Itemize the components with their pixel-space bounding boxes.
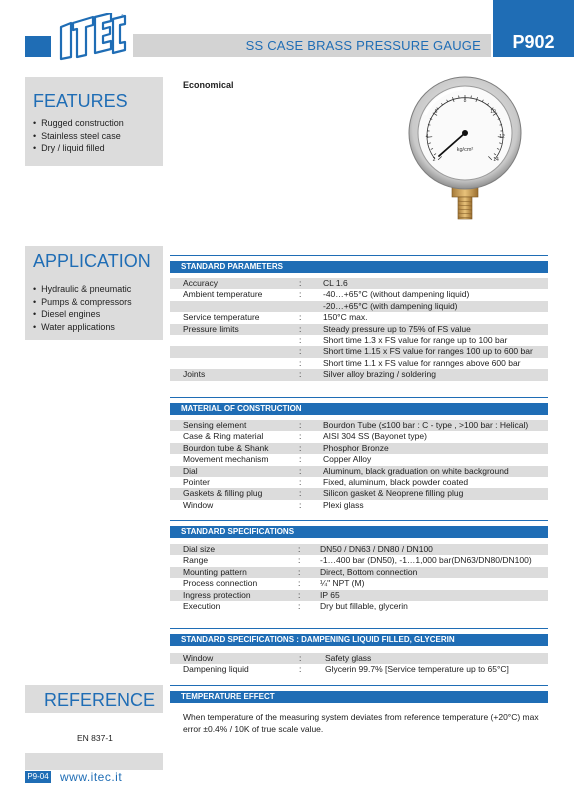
row-label: Process connection: [183, 578, 258, 589]
table-row: [170, 443, 548, 454]
page-title: SS CASE BRASS PRESSURE GAUGE: [245, 38, 481, 53]
row-separator: :: [298, 566, 301, 577]
row-value: Phosphor Bronze: [323, 442, 389, 453]
product-code: P902: [512, 32, 555, 52]
product-code-box: [493, 0, 574, 57]
table-row: [170, 477, 548, 488]
row-label: Execution: [183, 600, 221, 611]
row-separator: :: [298, 589, 301, 600]
row-value: ¼" NPT (M): [320, 578, 365, 589]
table-row: [170, 278, 548, 289]
row-value: AISI 304 SS (Bayonet type): [323, 431, 427, 442]
section-header-temperature: TEMPERATURE EFFECT: [170, 691, 548, 703]
gauge-unit: kg/cm²: [456, 147, 474, 153]
row-value: Aluminum, black graduation on white background: [323, 465, 509, 476]
table-row: [170, 346, 548, 357]
table-row: [170, 488, 548, 499]
material-table: [170, 420, 548, 511]
tagline: Economical: [183, 80, 234, 90]
pressure-gauge-image: [405, 75, 525, 225]
row-value: CL 1.6: [323, 278, 348, 288]
row-value: Plexi glass: [323, 499, 364, 510]
row-label: Pressure limits: [183, 323, 239, 334]
list-item: • Diesel engines: [33, 308, 132, 321]
itec-logo: [57, 13, 127, 63]
gauge-tick-label: 6: [434, 109, 438, 115]
row-value: Short time 1.3 x FS value for range up to 100 bar: [323, 334, 508, 345]
row-label: Dial size: [183, 544, 216, 554]
row-value: -40…+65°C (without dampening liquid): [323, 289, 470, 300]
page-number-badge: P9-04: [25, 771, 51, 783]
features-list: [33, 117, 124, 155]
list-item: • Pumps & compressors: [33, 296, 132, 309]
row-value: Copper Alloy: [323, 454, 372, 465]
row-value: Bourdon Tube (≤100 bar : C - type , >100 bar : Helical): [323, 420, 529, 430]
row-label: Dial: [183, 465, 198, 476]
features-title: FEATURES: [33, 91, 128, 111]
table-row: [170, 653, 548, 664]
table-row: [170, 466, 548, 477]
row-label: Joints: [183, 369, 206, 380]
row-label: Case & Ring material: [183, 431, 264, 442]
section-divider: [170, 397, 548, 398]
row-separator: :: [299, 664, 302, 675]
table-row: [170, 578, 548, 589]
list-item: • Water applications: [33, 321, 132, 334]
row-separator: :: [299, 465, 302, 476]
row-value: -20…+65°C (with dampening liquid): [323, 300, 458, 311]
row-separator: :: [299, 278, 302, 288]
row-value: Silver alloy brazing / soldering: [323, 369, 436, 380]
temperature-effect-text: When temperature of the measuring system deviates from reference temperature (+20°C) max error ±0.4% / 10K of true scale value.: [183, 712, 539, 734]
gauge-tick-label: 14: [493, 157, 499, 163]
row-separator: :: [299, 323, 302, 334]
row-separator: :: [299, 653, 302, 663]
brand-square: [25, 36, 51, 57]
row-value: Direct, Bottom connection: [320, 566, 418, 577]
table-row: [170, 601, 548, 612]
row-label: Dampening liquid: [183, 664, 249, 675]
gauge-tick-label: 12: [499, 134, 505, 140]
table-row: [170, 664, 548, 675]
row-separator: :: [299, 312, 302, 323]
table-row: [170, 289, 548, 300]
website-link[interactable]: www.itec.it: [60, 770, 123, 784]
row-value: Safety glass: [325, 653, 372, 663]
dampening-table: [170, 653, 548, 676]
row-label: Mounting pattern: [183, 566, 247, 577]
section-divider: [170, 520, 548, 521]
sidebar-gap: [25, 340, 163, 685]
section-divider: [170, 685, 548, 686]
row-separator: :: [299, 420, 302, 430]
row-label: Ingress protection: [183, 589, 251, 600]
row-label: Service temperature: [183, 312, 260, 323]
row-separator: :: [299, 431, 302, 442]
row-value: IP 65: [320, 589, 340, 600]
row-value: Fixed, aluminum, black powder coated: [323, 476, 469, 487]
table-row: [170, 335, 548, 346]
svg-text:®: ®: [121, 13, 124, 18]
list-item: • Dry / liquid filled: [33, 142, 124, 155]
list-item: • Stainless steel case: [33, 130, 124, 143]
row-separator: :: [299, 454, 302, 465]
row-label: Ambient temperature: [183, 289, 263, 300]
gauge-tick-label: 8: [463, 98, 467, 104]
row-value: -1…400 bar (DN50), -1…1,000 bar(DN63/DN80/DN100): [320, 555, 532, 566]
table-row: [170, 312, 548, 323]
row-value: 150°C max.: [323, 312, 368, 323]
list-item: • Rugged construction: [33, 117, 124, 130]
reference-value: EN 837-1: [77, 733, 113, 743]
sidebar-gap: [25, 166, 163, 246]
row-separator: :: [299, 488, 302, 499]
reference-title: REFERENCE: [44, 690, 156, 710]
row-separator: :: [298, 544, 301, 554]
section-header-dampening: STANDARD SPECIFICATIONS : DAMPENING LIQUID FILLED, GLYCERIN: [170, 634, 548, 646]
row-separator: :: [298, 600, 301, 611]
row-separator: :: [299, 369, 302, 380]
row-separator: :: [299, 476, 302, 487]
row-separator: :: [299, 289, 302, 300]
table-row: [170, 454, 548, 465]
row-value: DN50 / DN63 / DN80 / DN100: [320, 544, 433, 554]
section-header-standard-parameters: STANDARD PARAMETERS: [170, 261, 548, 273]
row-label: Movement mechanism: [183, 454, 269, 465]
row-value: Short time 1.1 x FS value for rannges above 600 bar: [323, 357, 521, 368]
table-row: [170, 358, 548, 369]
table-row: [170, 567, 548, 578]
row-label: Window: [183, 653, 214, 663]
table-row: [170, 590, 548, 601]
row-label: Gaskets & filling plug: [183, 488, 263, 499]
row-label: Sensing element: [183, 420, 247, 430]
row-separator: :: [299, 334, 302, 345]
row-label: Bourdon tube & Shank: [183, 442, 269, 453]
row-value: Short time 1.15 x FS value for ranges 100 up to 600 bar: [323, 346, 533, 357]
row-value: Dry but fillable, glycerin: [320, 600, 408, 611]
row-label: Range: [183, 555, 209, 566]
list-item: • Hydraulic & pneumatic: [33, 283, 132, 296]
specifications-table: [170, 544, 548, 612]
table-row: [170, 555, 548, 566]
row-label: Window: [183, 499, 214, 510]
application-list: [33, 283, 132, 333]
table-row: [170, 431, 548, 442]
section-header-specifications: STANDARD SPECIFICATIONS: [170, 526, 548, 538]
row-label: Accuracy: [183, 278, 218, 288]
table-row: [170, 301, 548, 312]
row-value: Glycerin 99.7% [Service temperature up to 65°C]: [325, 664, 509, 675]
application-title: APPLICATION: [33, 251, 151, 271]
row-label: Pointer: [183, 476, 210, 487]
row-separator: :: [298, 555, 301, 566]
table-row: [170, 544, 548, 555]
gauge-tick-label: 2: [432, 157, 436, 163]
section-header-material: MATERIAL OF CONSTRUCTION: [170, 403, 548, 415]
title-bar: [133, 34, 491, 57]
table-row: [170, 369, 548, 380]
row-value: Steady pressure up to 75% of FS value: [323, 323, 471, 334]
row-value: Silicon gasket & Neoprene filling plug: [323, 488, 464, 499]
gauge-tick-label: 10: [490, 109, 496, 115]
row-separator: :: [298, 578, 301, 589]
table-row: [170, 420, 548, 431]
row-separator: :: [299, 499, 302, 510]
table-row: [170, 324, 548, 335]
section-divider: [170, 255, 548, 256]
row-separator: :: [299, 346, 302, 357]
row-separator: :: [299, 357, 302, 368]
gauge-tick-label: 4: [425, 134, 429, 140]
row-separator: :: [299, 442, 302, 453]
table-row: [170, 500, 548, 511]
section-divider: [170, 628, 548, 629]
standard-parameters-table: [170, 278, 548, 381]
